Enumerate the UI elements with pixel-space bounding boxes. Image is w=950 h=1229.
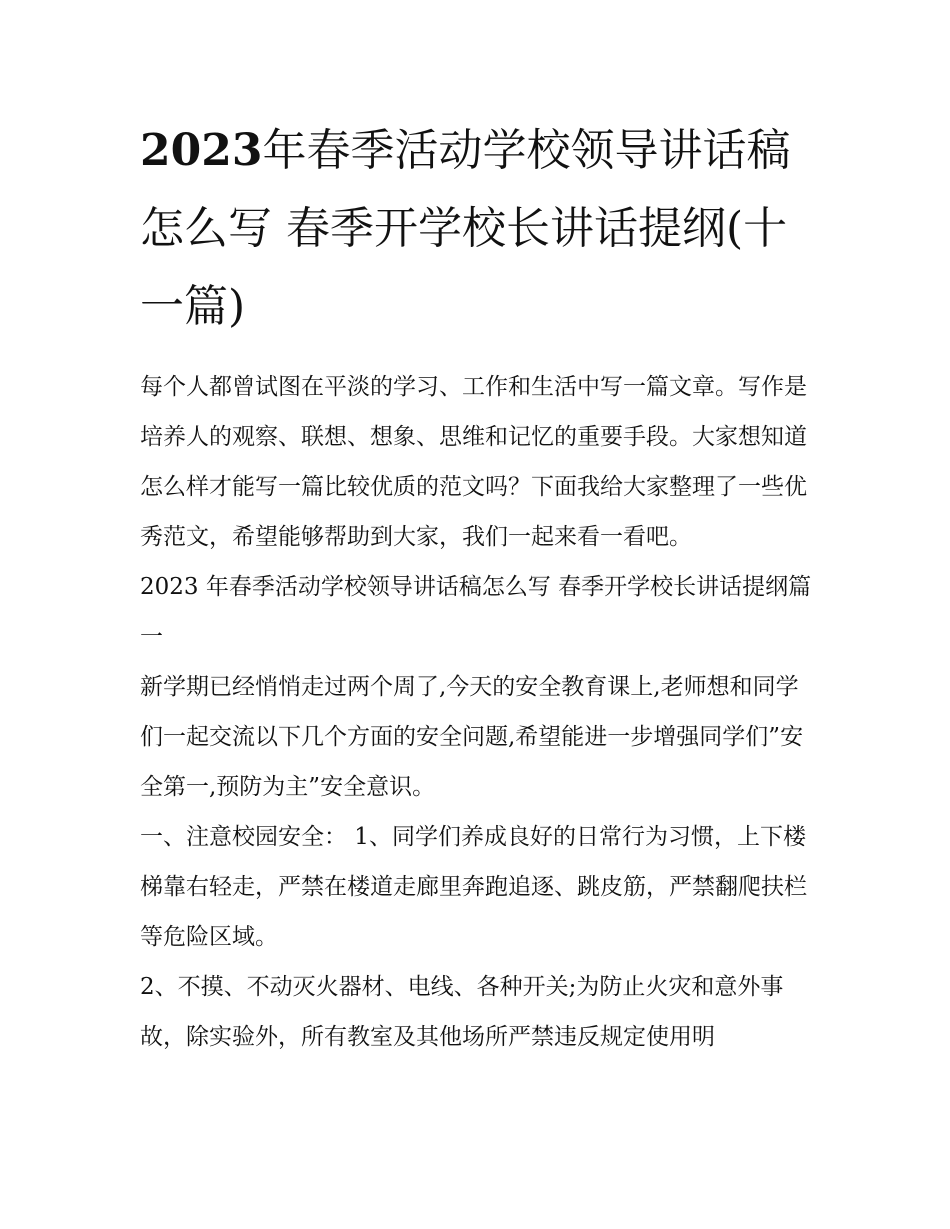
intro-paragraph: 每个人都曾试图在平淡的学习、工作和生活中写一篇文章。写作是培养人的观察、联想、想象、思维和记忆的重要手段。大家想知道怎么样才能写一篇比较优质的范文吗？下面我给大家整理了一些优秀范文，希望能够帮助到大家，我们一起来看一看吧。 <box>140 374 807 550</box>
document-body <box>140 112 812 1062</box>
body-paragraph-1: 新学期已经悄悄走过两个周了,今天的安全教育课上,老师想和同学们一起交流以下几个方面的安全问题,希望能进一步增强同学们”安全第一,预防为主”安全意识。 <box>140 674 804 800</box>
body-paragraph-3: 2、不摸、不动灭火器材、电线、各种开关;为防止火灾和意外事故，除实验外，所有教室及其他场所严禁违反规定使用明 <box>140 974 784 1050</box>
body-paragraph-2: 一、注意校园安全： 1、同学们养成良好的日常行为习惯，上下楼梯靠右轻走，严禁在楼道走廊里奔跑追逐、跳皮筋，严禁翻爬扶栏等危险区域。 <box>140 824 807 950</box>
title-text: 年春季活动学校领导讲话稿怎么写 春季开学校长讲话提纲(十一篇) <box>140 125 791 332</box>
section-heading: 2023 年春季活动学校领导讲话稿怎么写 春季开学校长讲话提纲篇一 <box>140 574 812 650</box>
document-title <box>140 112 812 346</box>
title-year: 2023 <box>140 125 263 176</box>
